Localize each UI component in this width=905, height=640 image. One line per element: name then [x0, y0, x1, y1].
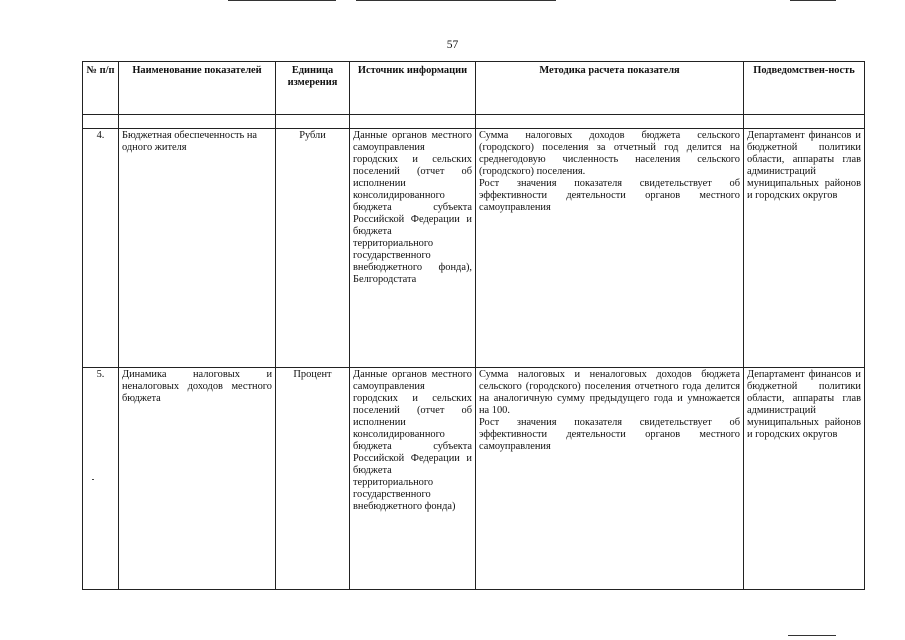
header-source: Источник информации — [350, 62, 476, 115]
spacer-cell — [83, 115, 119, 129]
department-cell: Департамент финансов и бюджетной политики области, аппараты глав администраций муниципальных районов и городских округов — [744, 368, 865, 590]
table-row — [83, 368, 865, 590]
spacer-cell — [276, 115, 350, 129]
spacer-cell — [350, 115, 476, 129]
row-number: 4. — [83, 129, 119, 368]
indicators-table — [82, 61, 865, 590]
header-indicator-name: Наименование показателей — [119, 62, 276, 115]
unit-cell: Процент — [276, 368, 350, 590]
department-cell: Департамент финансов и бюджетной политики области, аппараты глав администраций муниципальных районов и городских округов — [744, 129, 865, 368]
header-method: Методика расчета показателя — [476, 62, 744, 115]
indicator-name: Бюджетная обеспеченность на одного жителя — [119, 129, 276, 368]
scan-bottom-line — [788, 635, 836, 636]
header-number: № п/п — [83, 62, 119, 115]
method-interpretation: Рост значения показателя свидетельствует об эффективности деятельности органов местного самоуправления — [479, 417, 740, 452]
method-cell — [476, 129, 744, 368]
scan-top-line-mid — [356, 0, 556, 1]
spacer-row — [83, 115, 865, 129]
scan-top-line-right — [790, 0, 836, 1]
header-unit: Единица измерения — [276, 62, 350, 115]
indicator-name: Динамика налоговых и неналоговых доходов местного бюджета — [119, 368, 276, 590]
table-row — [83, 129, 865, 368]
spacer-cell — [476, 115, 744, 129]
spacer-cell — [119, 115, 276, 129]
source-cell: Данные органов местного самоуправления городских и сельских поселений (отчет об исполнении консолидированного бюджета субъекта Российской Федерации и бюджета территориального государственного внебюджетного фонда), Белгородстата — [350, 129, 476, 368]
method-interpretation: Рост значения показателя свидетельствует об эффективности деятельности органов местного самоуправления — [479, 178, 740, 213]
page-number: 57 — [446, 39, 459, 51]
header-department: Подведомствен-ность — [744, 62, 865, 115]
method-formula: Сумма налоговых доходов бюджета сельского (городского) поселения за отчетный год делится на среднегодовую численность населения сельского (городского) поселения. — [479, 130, 740, 177]
source-cell: Данные органов местного самоуправления городских и сельских поселений (отчет об исполнении консолидированного бюджета субъекта Российской Федерации и бюджета территориального государственного внебюджетного фонда) — [350, 368, 476, 590]
spacer-cell — [744, 115, 865, 129]
scan-speck — [92, 479, 94, 480]
unit-cell: Рубли — [276, 129, 350, 368]
method-cell — [476, 368, 744, 590]
method-formula: Сумма налоговых и неналоговых доходов бюджета сельского (городского) поселения отчетного года делится на аналогичную сумму предыдущего года и умножается на 100. — [479, 369, 740, 416]
row-number: 5. — [83, 368, 119, 590]
table-header-row — [83, 62, 865, 115]
scan-top-line-left — [228, 0, 336, 1]
